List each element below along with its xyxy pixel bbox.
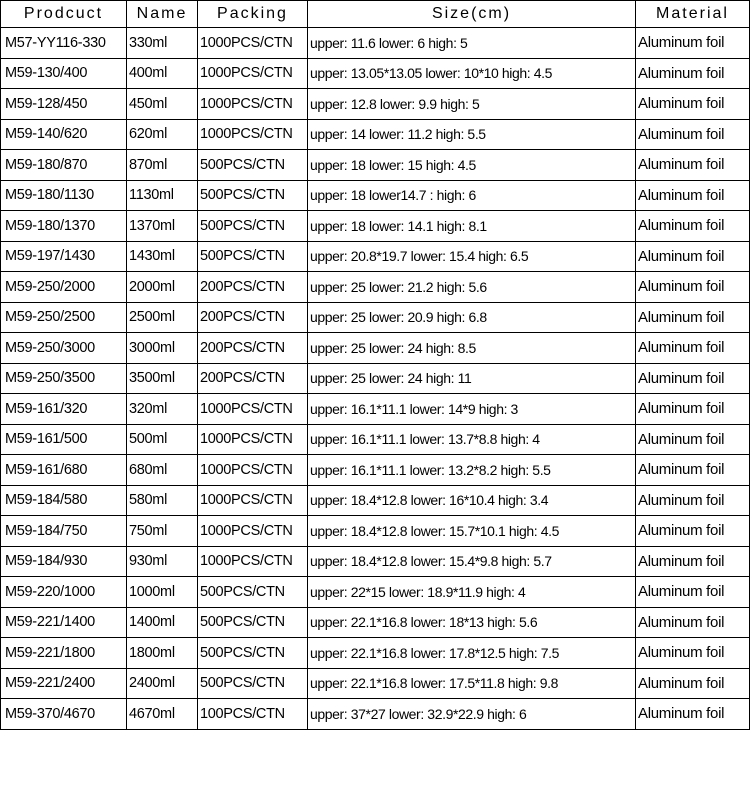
material-cell: Aluminum foil xyxy=(636,699,750,730)
product-code-cell: M59-250/2000 xyxy=(1,272,127,303)
size-cell: upper: 25 lower: 24 high: 11 xyxy=(308,363,636,394)
table-row xyxy=(1,699,750,730)
header-row xyxy=(1,1,750,28)
material-cell: Aluminum foil xyxy=(636,638,750,669)
packing-cell: 1000PCS/CTN xyxy=(198,394,308,425)
capacity-cell: 680ml xyxy=(127,455,198,486)
size-cell: upper: 12.8 lower: 9.9 high: 5 xyxy=(308,89,636,120)
capacity-cell: 3000ml xyxy=(127,333,198,364)
capacity-cell: 500ml xyxy=(127,424,198,455)
size-cell: upper: 37*27 lower: 32.9*22.9 high: 6 xyxy=(308,699,636,730)
size-cell: upper: 16.1*11.1 lower: 14*9 high: 3 xyxy=(308,394,636,425)
material-cell: Aluminum foil xyxy=(636,455,750,486)
product-code-cell: M59-184/930 xyxy=(1,546,127,577)
table-row xyxy=(1,546,750,577)
packing-cell: 500PCS/CTN xyxy=(198,668,308,699)
capacity-cell: 1430ml xyxy=(127,241,198,272)
table-row xyxy=(1,394,750,425)
material-cell: Aluminum foil xyxy=(636,180,750,211)
capacity-cell: 2500ml xyxy=(127,302,198,333)
table-row xyxy=(1,89,750,120)
packing-cell: 1000PCS/CTN xyxy=(198,546,308,577)
capacity-cell: 330ml xyxy=(127,28,198,59)
product-code-cell: M59-128/450 xyxy=(1,89,127,120)
material-cell: Aluminum foil xyxy=(636,546,750,577)
packing-cell: 500PCS/CTN xyxy=(198,577,308,608)
capacity-cell: 1370ml xyxy=(127,211,198,242)
material-cell: Aluminum foil xyxy=(636,211,750,242)
size-cell: upper: 18.4*12.8 lower: 15.4*9.8 high: 5.7 xyxy=(308,546,636,577)
size-cell: upper: 13.05*13.05 lower: 10*10 high: 4.5 xyxy=(308,58,636,89)
table-row xyxy=(1,424,750,455)
capacity-cell: 930ml xyxy=(127,546,198,577)
size-cell: upper: 25 lower: 20.9 high: 6.8 xyxy=(308,302,636,333)
packing-cell: 1000PCS/CTN xyxy=(198,485,308,516)
material-cell: Aluminum foil xyxy=(636,272,750,303)
material-cell: Aluminum foil xyxy=(636,607,750,638)
packing-cell: 1000PCS/CTN xyxy=(198,424,308,455)
packing-cell: 500PCS/CTN xyxy=(198,180,308,211)
packing-cell: 200PCS/CTN xyxy=(198,333,308,364)
table-row xyxy=(1,272,750,303)
size-cell: upper: 18 lower14.7 : high: 6 xyxy=(308,180,636,211)
header-product: Prodcuct xyxy=(1,1,127,28)
capacity-cell: 1130ml xyxy=(127,180,198,211)
size-cell: upper: 14 lower: 11.2 high: 5.5 xyxy=(308,119,636,150)
capacity-cell: 1000ml xyxy=(127,577,198,608)
size-cell: upper: 18 lower: 15 high: 4.5 xyxy=(308,150,636,181)
packing-cell: 1000PCS/CTN xyxy=(198,455,308,486)
size-cell: upper: 22*15 lower: 18.9*11.9 high: 4 xyxy=(308,577,636,608)
material-cell: Aluminum foil xyxy=(636,28,750,59)
header-packing: Packing xyxy=(198,1,308,28)
product-code-cell: M59-221/1400 xyxy=(1,607,127,638)
material-cell: Aluminum foil xyxy=(636,241,750,272)
header-size: Size(cm) xyxy=(308,1,636,28)
header-name: Name xyxy=(127,1,198,28)
table-row xyxy=(1,363,750,394)
material-cell: Aluminum foil xyxy=(636,516,750,547)
product-code-cell: M59-184/750 xyxy=(1,516,127,547)
material-cell: Aluminum foil xyxy=(636,577,750,608)
table-row xyxy=(1,119,750,150)
product-code-cell: M59-161/500 xyxy=(1,424,127,455)
material-cell: Aluminum foil xyxy=(636,150,750,181)
product-code-cell: M57-YY116-330 xyxy=(1,28,127,59)
table-row xyxy=(1,28,750,59)
packing-cell: 200PCS/CTN xyxy=(198,363,308,394)
table-row xyxy=(1,668,750,699)
packing-cell: 100PCS/CTN xyxy=(198,699,308,730)
packing-cell: 500PCS/CTN xyxy=(198,607,308,638)
capacity-cell: 1400ml xyxy=(127,607,198,638)
table-row xyxy=(1,638,750,669)
product-code-cell: M59-370/4670 xyxy=(1,699,127,730)
packing-cell: 1000PCS/CTN xyxy=(198,119,308,150)
product-code-cell: M59-221/1800 xyxy=(1,638,127,669)
capacity-cell: 750ml xyxy=(127,516,198,547)
capacity-cell: 870ml xyxy=(127,150,198,181)
size-cell: upper: 25 lower: 21.2 high: 5.6 xyxy=(308,272,636,303)
packing-cell: 200PCS/CTN xyxy=(198,272,308,303)
capacity-cell: 450ml xyxy=(127,89,198,120)
table-row xyxy=(1,150,750,181)
table-row xyxy=(1,577,750,608)
size-cell: upper: 18.4*12.8 lower: 16*10.4 high: 3.4 xyxy=(308,485,636,516)
size-cell: upper: 11.6 lower: 6 high: 5 xyxy=(308,28,636,59)
product-code-cell: M59-140/620 xyxy=(1,119,127,150)
product-code-cell: M59-161/680 xyxy=(1,455,127,486)
packing-cell: 500PCS/CTN xyxy=(198,150,308,181)
material-cell: Aluminum foil xyxy=(636,424,750,455)
material-cell: Aluminum foil xyxy=(636,333,750,364)
material-cell: Aluminum foil xyxy=(636,394,750,425)
size-cell: upper: 25 lower: 24 high: 8.5 xyxy=(308,333,636,364)
table-row xyxy=(1,302,750,333)
capacity-cell: 3500ml xyxy=(127,363,198,394)
product-code-cell: M59-130/400 xyxy=(1,58,127,89)
table-row xyxy=(1,58,750,89)
packing-cell: 500PCS/CTN xyxy=(198,211,308,242)
size-cell: upper: 22.1*16.8 lower: 17.8*12.5 high: 7.5 xyxy=(308,638,636,669)
size-cell: upper: 22.1*16.8 lower: 18*13 high: 5.6 xyxy=(308,607,636,638)
capacity-cell: 2000ml xyxy=(127,272,198,303)
table-row xyxy=(1,241,750,272)
size-cell: upper: 16.1*11.1 lower: 13.2*8.2 high: 5.5 xyxy=(308,455,636,486)
product-code-cell: M59-184/580 xyxy=(1,485,127,516)
packing-cell: 1000PCS/CTN xyxy=(198,58,308,89)
size-cell: upper: 20.8*19.7 lower: 15.4 high: 6.5 xyxy=(308,241,636,272)
product-code-cell: M59-180/870 xyxy=(1,150,127,181)
size-cell: upper: 18 lower: 14.1 high: 8.1 xyxy=(308,211,636,242)
capacity-cell: 400ml xyxy=(127,58,198,89)
material-cell: Aluminum foil xyxy=(636,302,750,333)
product-code-cell: M59-197/1430 xyxy=(1,241,127,272)
size-cell: upper: 22.1*16.8 lower: 17.5*11.8 high: 9.8 xyxy=(308,668,636,699)
table-row xyxy=(1,516,750,547)
table-row xyxy=(1,180,750,211)
product-code-cell: M59-250/2500 xyxy=(1,302,127,333)
table-row xyxy=(1,485,750,516)
capacity-cell: 1800ml xyxy=(127,638,198,669)
capacity-cell: 4670ml xyxy=(127,699,198,730)
product-code-cell: M59-220/1000 xyxy=(1,577,127,608)
material-cell: Aluminum foil xyxy=(636,89,750,120)
product-code-cell: M59-161/320 xyxy=(1,394,127,425)
product-code-cell: M59-250/3000 xyxy=(1,333,127,364)
capacity-cell: 580ml xyxy=(127,485,198,516)
product-code-cell: M59-180/1370 xyxy=(1,211,127,242)
packing-cell: 500PCS/CTN xyxy=(198,241,308,272)
material-cell: Aluminum foil xyxy=(636,485,750,516)
packing-cell: 200PCS/CTN xyxy=(198,302,308,333)
size-cell: upper: 16.1*11.1 lower: 13.7*8.8 high: 4 xyxy=(308,424,636,455)
material-cell: Aluminum foil xyxy=(636,119,750,150)
packing-cell: 500PCS/CTN xyxy=(198,638,308,669)
table-row xyxy=(1,455,750,486)
packing-cell: 1000PCS/CTN xyxy=(198,89,308,120)
table-row xyxy=(1,211,750,242)
capacity-cell: 2400ml xyxy=(127,668,198,699)
table-row xyxy=(1,333,750,364)
material-cell: Aluminum foil xyxy=(636,58,750,89)
size-cell: upper: 18.4*12.8 lower: 15.7*10.1 high: 4.5 xyxy=(308,516,636,547)
capacity-cell: 620ml xyxy=(127,119,198,150)
material-cell: Aluminum foil xyxy=(636,363,750,394)
table-row xyxy=(1,607,750,638)
product-code-cell: M59-221/2400 xyxy=(1,668,127,699)
capacity-cell: 320ml xyxy=(127,394,198,425)
packing-cell: 1000PCS/CTN xyxy=(198,28,308,59)
packing-cell: 1000PCS/CTN xyxy=(198,516,308,547)
product-code-cell: M59-180/1130 xyxy=(1,180,127,211)
header-material: Material xyxy=(636,1,750,28)
product-code-cell: M59-250/3500 xyxy=(1,363,127,394)
material-cell: Aluminum foil xyxy=(636,668,750,699)
